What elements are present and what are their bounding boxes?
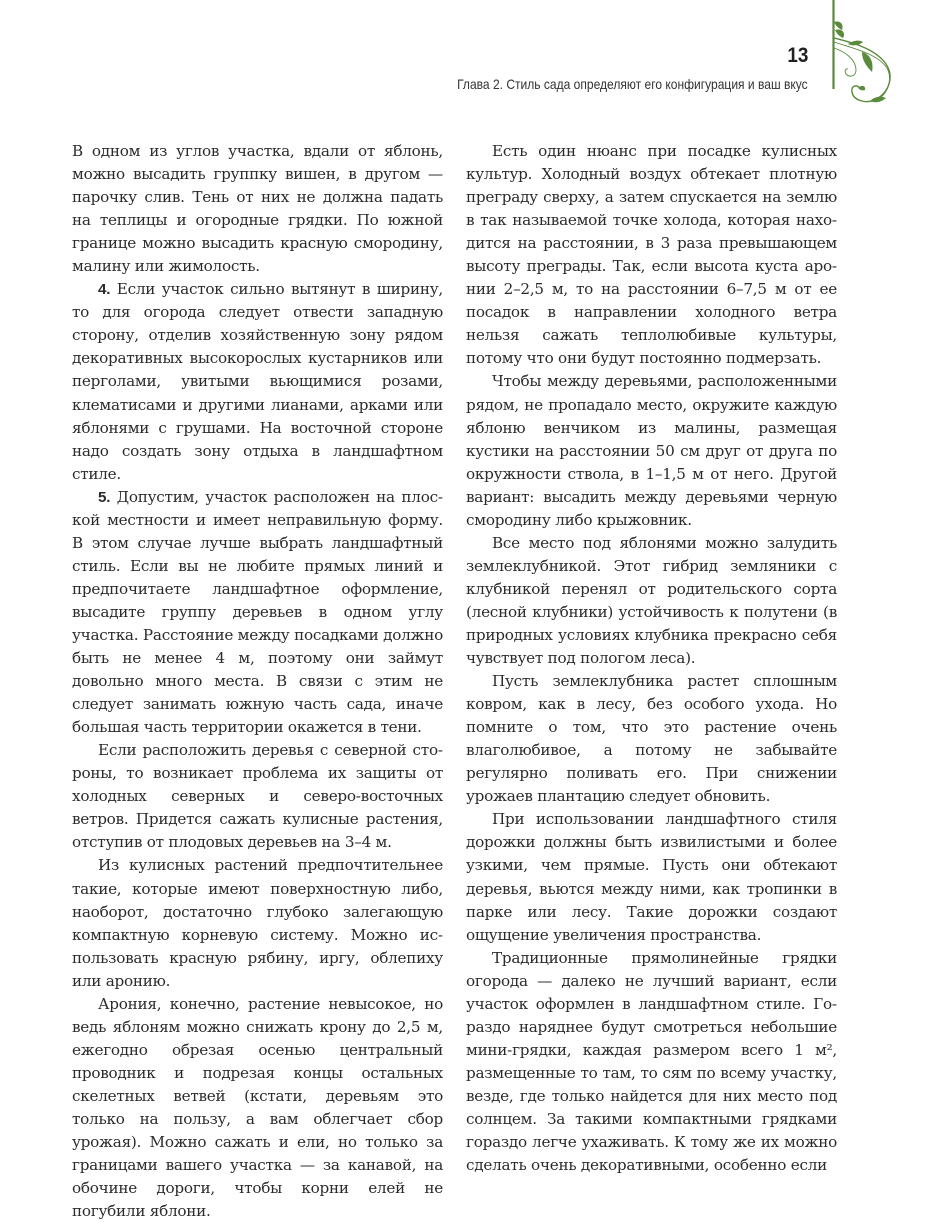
paragraph-text: В одном из углов участка, вдали от яблонь, можно высадить группку вишен, в другом — парочку слив. Тень от них не должна падать на теплицы и огородные грядки. По южной границе можно высадить красную смородину, малину или жимолость. — [72, 142, 443, 276]
paragraph — [72, 993, 443, 1223]
vine-ornament-icon — [820, 0, 927, 115]
paragraph-text: Есть один нюанс при посадке кулисных культур. Холодный воздух обтекает плотную преграду сверху, а затем спускается на землю в так называемой точке холода, которая находится на расстоянии, в 3 раза превышающем высоту преграды. Так, если высота куста аронии 2–2,5 м, то на расстоянии 6–7,5 м от ее посадок в направлении холодного ветра нельзя сажать теплолюбивые культуры, потому что они будут постоянно подмерзать. — [466, 142, 837, 368]
paragraph-text: Чтобы между деревьями, расположенными рядом, не пропадало место, окружите каждую яблоню венчиком из малины, размещая кустики на расстоянии 50 см друг от друга по окружности ствола, в 1–1,5 м от него. Другой вариант: высадить между деревьями черную смородину либо крыжовник. — [466, 372, 837, 529]
paragraph — [72, 140, 443, 278]
paragraph-text: При использовании ландшафтного стиля дорожки должны быть извилистыми и более узкими, чем прямые. Пусть они обтекают деревья, вьются между ними, как тропинки в парке или лесу. Такие дорожки создают ощущение увеличения пространства. — [466, 810, 837, 944]
paragraph-text: Из кулисных растений предпочтительнее такие, которые имеют поверхностную либо, наоборот, достаточно глубоко залегающую компактную корневую систему. Можно использовать красную рябину, иргу, облепиху или аронию. — [72, 856, 443, 990]
paragraph — [466, 947, 837, 1177]
paragraph-text: Традиционные прямолинейные грядки огорода — далеко не лучший вариант, если участок оформлен в ландшафтном стиле. Гораздо наряднее будут смотреться небольшие мини-грядки, каждая размером всего 1 м², размещенные то там, то сям по всему участку, везде, где только найдется для них место под солнцем. За такими компактными грядками гораздо легче ухаживать. К тому же их можно сделать очень декоративными, особенно если — [466, 948, 837, 1175]
paragraph — [466, 140, 837, 370]
paragraph — [72, 854, 443, 992]
paragraph — [72, 739, 443, 854]
running-head: Глава 2. Стиль сада определяют его конфигурация и ваш вкус — [457, 76, 808, 92]
list-number: 5. — [98, 488, 111, 506]
left-column — [72, 140, 443, 1223]
page-number: 13 — [786, 44, 808, 67]
paragraph-text: Допустим, участок расположен на плоской местности и имеет неправильную форму. В этом случае лучше выбрать ландшафтный стиль. Если вы не любите прямых линий и предпочитаете ландшафтное оформление, высадите группу деревьев в одном углу участка. Расстояние между посадками должно быть не менее 4 м, поэтому они займут довольно много места. В связи с этим не следует занимать южную часть сада, иначе большая часть территории окажется в тени. — [72, 487, 443, 737]
paragraph-text: Пусть землеклубника растет сплошным ковром, как в лесу, без особого ухода. Но помните о том, что это растение очень влаголюбивое, а потому не забывайте регулярно поливать его. При снижении урожаев плантацию следует обновить. — [466, 672, 837, 806]
paragraph — [466, 670, 837, 808]
right-column — [466, 140, 837, 1177]
paragraph-text: Если расположить деревья с северной стороны, то возникает проблема их защиты от холодных северных и северо-восточных ветров. Придется сажать кулисные растения, отступив от плодовых деревьев на 3–4 м. — [72, 741, 443, 852]
paragraph-text: Все место под яблонями можно залудить землеклубникой. Этот гибрид земляники с клубникой перенял от родительского сорта (лесной клубники) устойчивость к полутени (в природных условиях клубника прекрасно себя чувствует под пологом леса). — [466, 533, 837, 668]
paragraph — [72, 278, 443, 485]
paragraph — [466, 808, 837, 946]
list-number: 4. — [98, 281, 111, 299]
paragraph-text: Если участок сильно вытянут в ширину, то для огорода следует отвести западную сторону, отделив хозяйственную зону рядом декоративных высокорослых кустарников или перголами, увитыми вьющимися розами, клематисами и другими лианами, арками или яблонями с грушами. На восточной стороне надо создать зону отдыха в ландшафтном стиле. — [72, 280, 443, 483]
paragraph — [466, 532, 837, 670]
paragraph — [72, 486, 443, 740]
paragraph-text: Арония, конечно, растение невысокое, но ведь яблоням можно снижать крону до 2,5 м, ежегодно обрезая осенью центральный проводник и подрезая концы остальных скелетных ветвей (кстати, деревьям это только на пользу, а вам облегчает сбор урожая). Можно сажать и ели, но только за границами вашего участка — за канавой, на обочине дороги, чтобы корни елей не погубили яблони. — [72, 994, 443, 1221]
paragraph — [466, 370, 837, 531]
